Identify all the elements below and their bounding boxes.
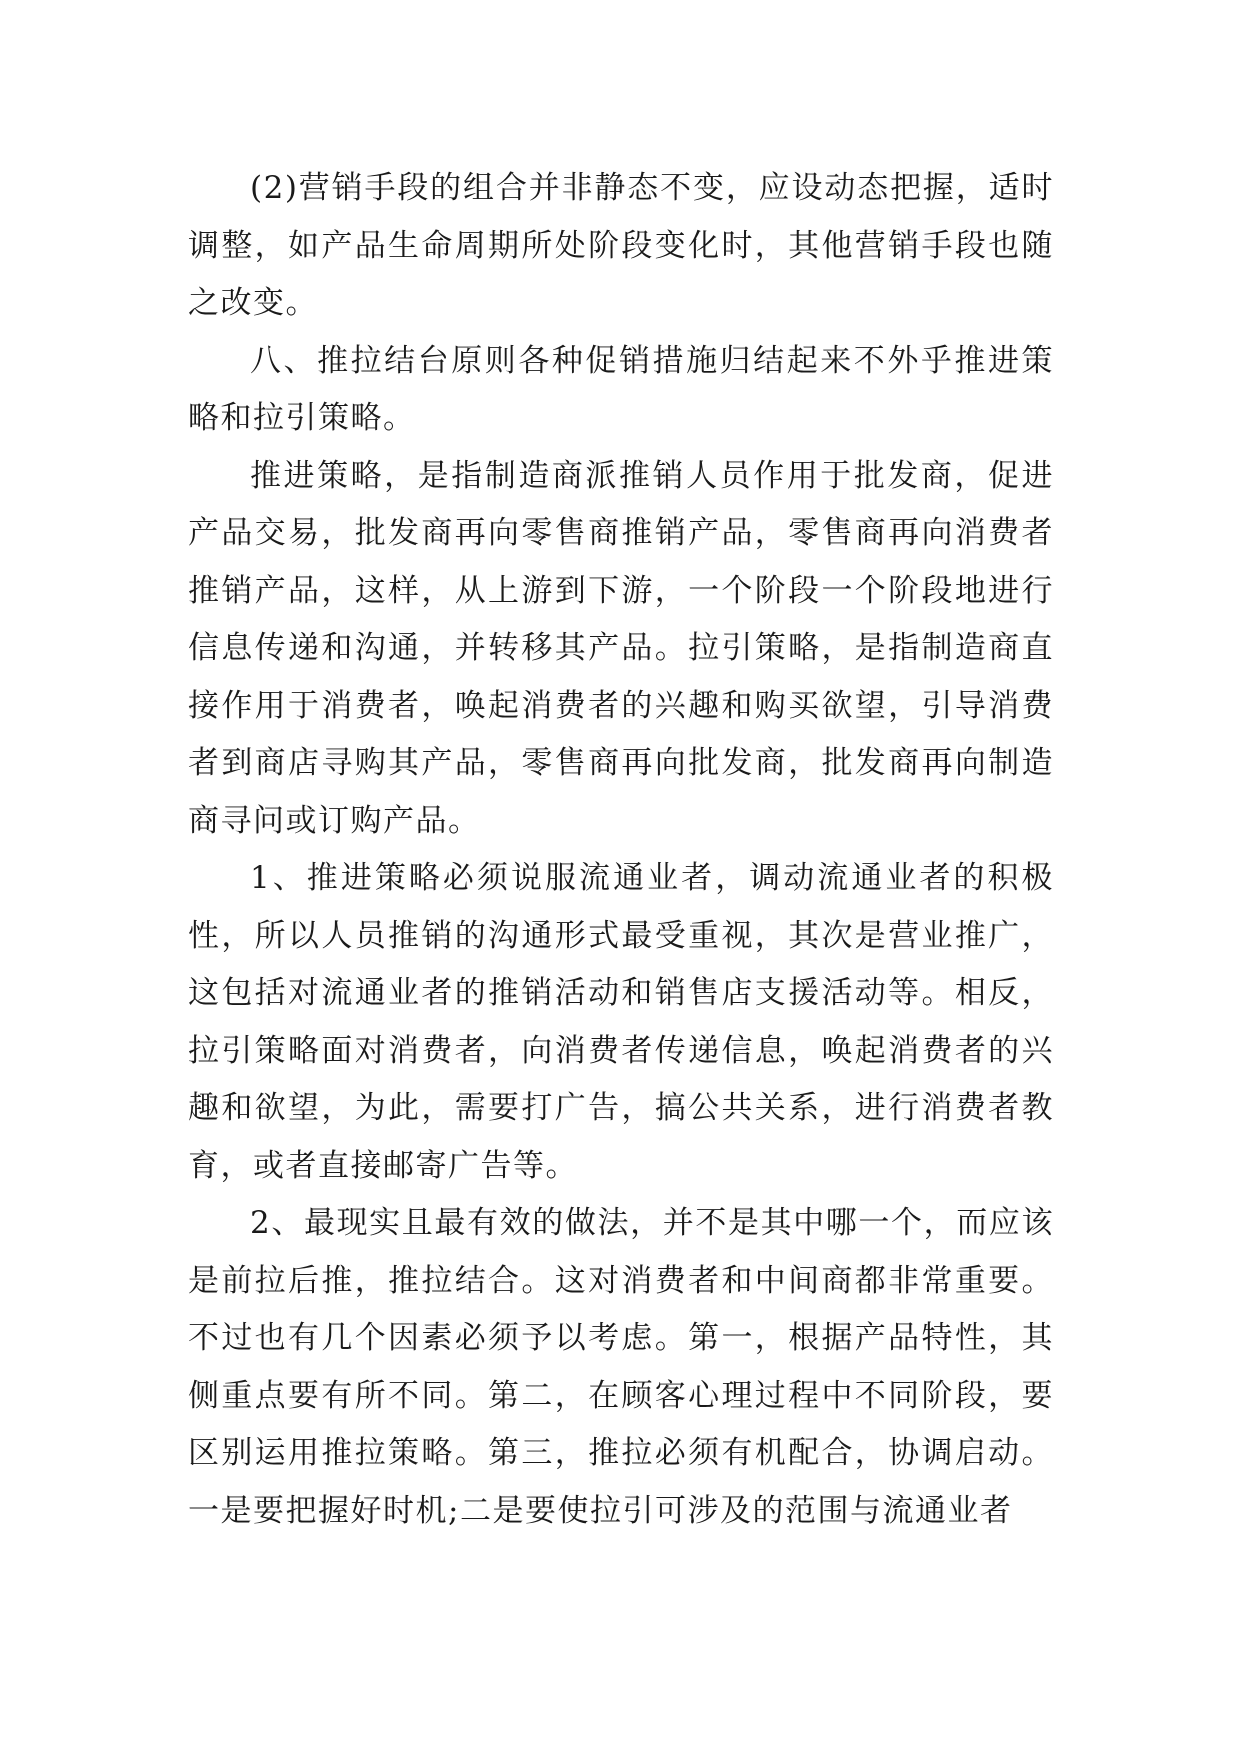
document-body xyxy=(188,160,1054,1540)
paragraph-point-1: 1、推进策略必须说服流通业者，调动流通业者的积极性，所以人员推销的沟通形式最受重视，其次是营业推广，这包括对流通业者的推销活动和销售店支援活动等。相反，拉引策略面对消费者，向消费者传递信息，唤起消费者的兴趣和欲望，为此，需要打广告，搞公共关系，进行消费者教育，或者直接邮寄广告等。 xyxy=(188,860,1054,1184)
paragraph-point-2: 2、最现实且最有效的做法，并不是其中哪一个，而应该是前拉后推，推拉结合。这对消费者和中间商都非常重要。不过也有几个因素必须予以考虑。第一，根据产品特性，其侧重点要有所不同。第二，在顾客心理过程中不同阶段，要区别运用推拉策略。第三，推拉必须有机配合，协调启动。一是要把握好时机;二是要使拉引可涉及的范围与流通业者 xyxy=(188,1205,1054,1529)
paragraph-push-pull-principle: 八、推拉结台原则各种促销措施归结起来不外乎推进策略和拉引策略。 xyxy=(188,342,1054,436)
paragraph-marketing-mix: (2)营销手段的组合并非静态不变，应设动态把握，适时调整，如产品生命周期所处阶段变化时，其他营销手段也随之改变。 xyxy=(188,170,1054,321)
paragraph-push-strategy-definition: 推进策略，是指制造商派推销人员作用于批发商，促进产品交易，批发商再向零售商推销产品，零售商再向消费者推销产品，这样，从上游到下游，一个阶段一个阶段地进行信息传递和沟通，并转移其产品。拉引策略，是指制造商直接作用于消费者，唤起消费者的兴趣和购买欲望，引导消费者到商店寻购其产品，零售商再向批发商，批发商再向制造商寻问或订购产品。 xyxy=(188,457,1054,839)
